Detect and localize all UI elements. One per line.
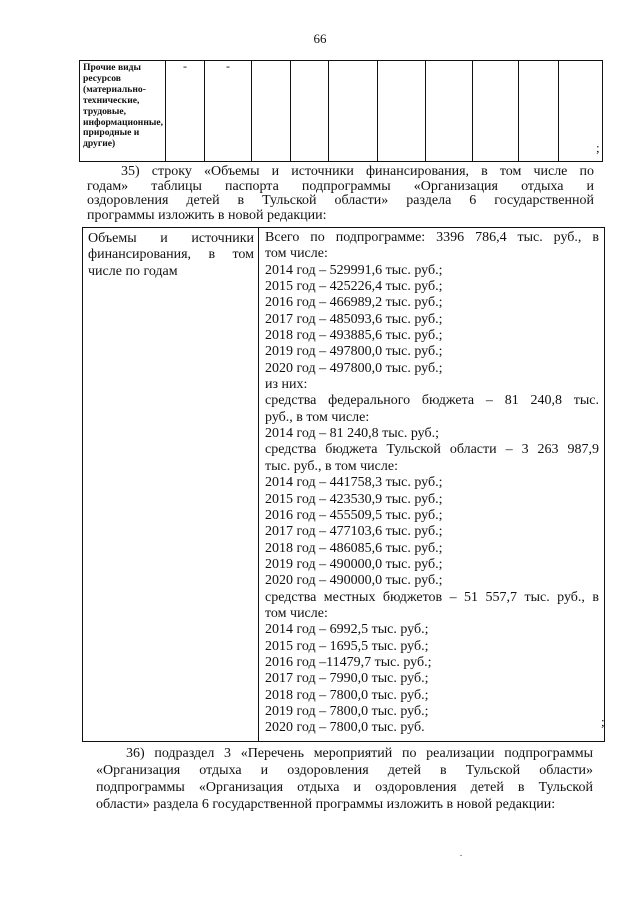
- year-line: 2018 год – 7800,0 тыс. руб.;: [265, 687, 429, 703]
- resources-cell: [291, 61, 329, 162]
- paragraph-line: 36) подраздел 3 «Перечень мероприятий по реализации подпрограммы: [126, 746, 593, 761]
- resources-cell: [519, 61, 559, 162]
- finance-values-cell: [259, 228, 605, 742]
- resources-cell: [473, 61, 519, 162]
- finance-table: [82, 227, 605, 742]
- year-line: 2020 год – 497800,0 тыс. руб.;: [265, 360, 443, 376]
- paragraph-line: годам» таблицы паспорта подпрограммы «Организация отдыха и: [87, 178, 594, 194]
- finance-label-line: числе по годам: [88, 263, 178, 279]
- resources-cell: [329, 61, 378, 162]
- finance-label-line: финансирования, в том: [88, 247, 254, 263]
- resources-label: Прочие виды ресурсов (материально-технические, трудовые, информационные, природные и другие): [80, 61, 166, 162]
- finance-line: руб., в том числе:: [265, 409, 370, 425]
- resources-cell: [426, 61, 473, 162]
- resources-cell: [252, 61, 291, 162]
- year-line: 2014 год – 529991,6 тыс. руб.;: [265, 262, 443, 278]
- finance-line: тыс. руб., в том числе:: [265, 458, 398, 474]
- finance-line: средства местных бюджетов – 51 557,7 тыс. руб., в: [265, 589, 599, 605]
- year-line: 2019 год – 490000,0 тыс. руб.;: [265, 556, 443, 572]
- year-line: 2014 год – 441758,3 тыс. руб.;: [265, 475, 443, 491]
- year-line: 2017 год – 7990,0 тыс. руб.;: [265, 671, 429, 687]
- finance-line: средства федерального бюджета – 81 240,8 тыс.: [265, 393, 599, 409]
- year-line: 2017 год – 477103,6 тыс. руб.;: [265, 524, 443, 540]
- year-line: 2019 год – 497800,0 тыс. руб.;: [265, 344, 443, 360]
- resources-cell: [378, 61, 426, 162]
- paragraph-line: 35) строку «Объемы и источники финансирования, в том числе по: [121, 164, 594, 179]
- scan-speck: [460, 855, 462, 856]
- paragraph-line: области» раздела 6 государственной программы изложить в новой редакции:: [96, 797, 556, 812]
- resources-cell: -: [166, 61, 205, 162]
- year-line: 2019 год – 7800,0 тыс. руб.;: [265, 703, 429, 719]
- paragraph-line: программы изложить в новой редакции:: [87, 207, 327, 223]
- finance-line: средства бюджета Тульской области – 3 263 987,9: [265, 442, 599, 458]
- finance-label-line: Объемы и источники: [88, 231, 254, 246]
- year-line: 2018 год – 486085,6 тыс. руб.;: [265, 540, 443, 556]
- year-line: 2014 год – 81 240,8 тыс. руб.;: [265, 426, 439, 442]
- finance-line: из них:: [265, 377, 308, 393]
- year-line: 2016 год –11479,7 тыс. руб.;: [265, 654, 432, 670]
- paragraph-35: [87, 165, 594, 223]
- year-line: 2015 год – 425226,4 тыс. руб.;: [265, 279, 443, 295]
- resources-cell: -: [205, 61, 252, 162]
- year-line: 2016 год – 466989,2 тыс. руб.;: [265, 295, 443, 311]
- paragraph-line: «Организация отдыха и оздоровления детей в Тульской области»: [96, 763, 593, 778]
- finance-line: Всего по подпрограмме: 3396 786,4 тыс. руб., в: [265, 230, 599, 245]
- finance-line: том числе:: [265, 605, 328, 621]
- finance-line: том числе:: [265, 246, 328, 262]
- year-line: 2015 год – 423530,9 тыс. руб.;: [265, 491, 443, 507]
- year-line: 2020 год – 7800,0 тыс. руб.: [265, 720, 425, 736]
- semicolon: ;: [601, 714, 605, 729]
- semicolon: ;: [596, 140, 600, 155]
- year-line: 2018 год – 493885,6 тыс. руб.;: [265, 328, 443, 344]
- resources-table: [79, 60, 603, 162]
- year-line: 2014 год – 6992,5 тыс. руб.;: [265, 622, 429, 638]
- paragraph-line: оздоровления детей в Тульской области» раздела 6 государственной: [87, 193, 594, 209]
- year-line: 2017 год – 485093,6 тыс. руб.;: [265, 311, 443, 327]
- year-line: 2020 год – 490000,0 тыс. руб.;: [265, 573, 443, 589]
- page-number: 66: [313, 31, 327, 46]
- paragraph-line: подпрограммы «Организация отдыха и оздоровления детей в Тульской: [96, 780, 593, 795]
- year-line: 2015 год – 1695,5 тыс. руб.;: [265, 638, 429, 654]
- paragraph-36: [96, 745, 593, 813]
- year-line: 2016 год – 455509,5 тыс. руб.;: [265, 507, 443, 523]
- finance-label-cell: [83, 228, 259, 742]
